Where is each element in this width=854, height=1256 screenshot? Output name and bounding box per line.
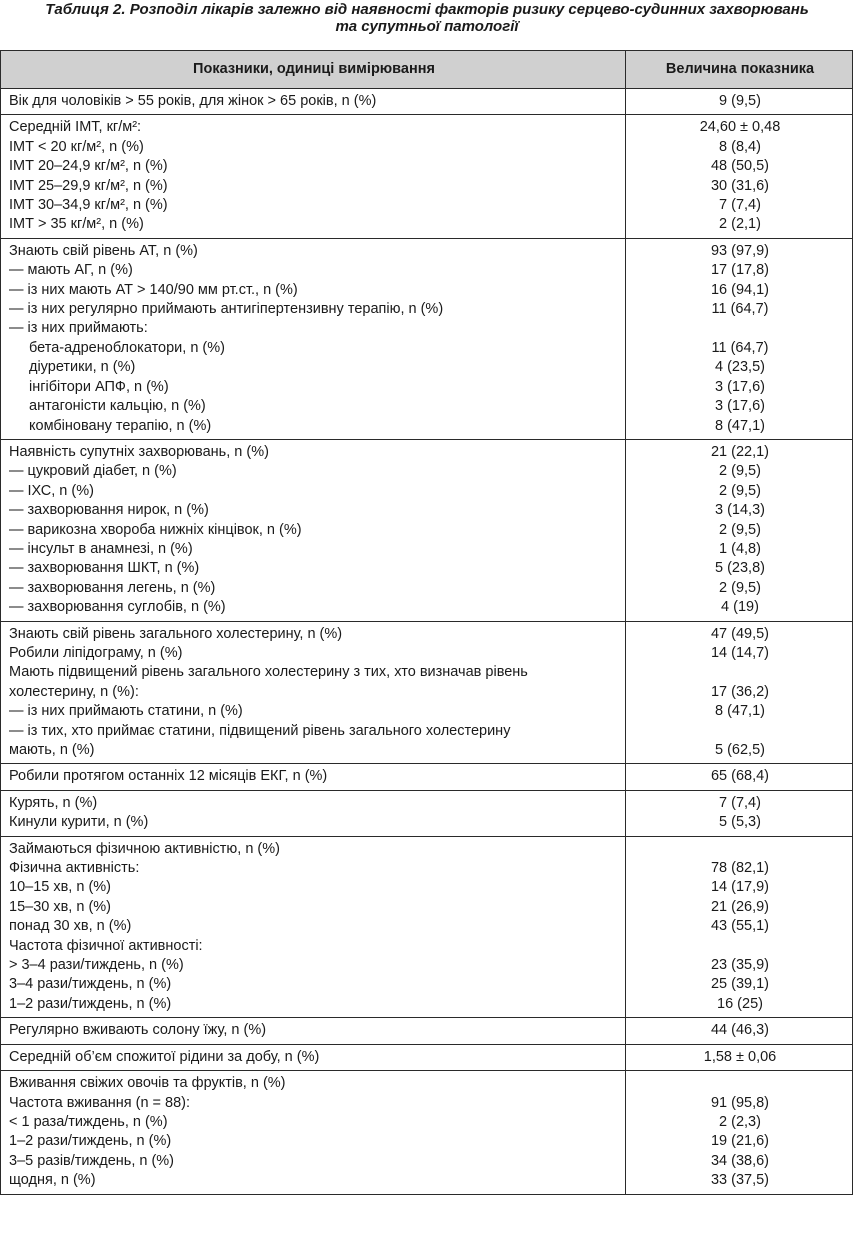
indicator-value: [634, 722, 846, 741]
header-indicators: Показники, одиниці вимірювання: [1, 51, 626, 89]
indicator-label: Регулярно вживають солону їжу, n (%): [9, 1022, 267, 1039]
indicator-value: 3 (14,3): [715, 502, 765, 519]
indicator-label: ІМТ 25–29,9 кг/м², n (%): [9, 177, 168, 194]
indicator-value: 21 (22,1): [710, 443, 770, 460]
indicator-value: 43 (55,1): [710, 918, 770, 935]
value-cell: [626, 621, 853, 764]
indicator-label: бета-адреноблокатори, n (%): [29, 339, 225, 356]
indicator-value: 33 (37,5): [710, 1172, 770, 1189]
indicator-label: Вживання свіжих овочів та фруктів, n (%): [9, 1075, 286, 1092]
indicator-label: Частота вживання (n = 88):: [9, 1094, 191, 1111]
indicator-value: 16 (25): [717, 995, 763, 1012]
indicator-cell: [1, 764, 626, 790]
indicator-value: 4 (19): [721, 599, 759, 616]
table-row: [1, 1071, 853, 1194]
indicator-label: Кинули курити, n (%): [9, 814, 149, 831]
indicator-value: 1 (4,8): [719, 540, 761, 557]
indicator-label: 1–2 рази/тиждень, n (%): [9, 1133, 172, 1150]
value-cell: [626, 439, 853, 621]
caption-line-1: Таблиця 2. Розподіл лікарів залежно від наявності факторів ризику серцево-судинних захворювань: [45, 1, 809, 18]
indicator-label: — ІХС, n (%): [9, 482, 94, 499]
indicator-label: Частота фізичної активності:: [9, 937, 203, 954]
indicator-cell: [1, 790, 626, 836]
indicator-label: ІМТ 20–24,9 кг/м², n (%): [9, 158, 168, 175]
indicator-label: — із них регулярно приймають антигіпертензивну терапію, n (%): [9, 301, 444, 318]
indicator-label: Наявність супутніх захворювань, n (%): [9, 443, 269, 460]
indicator-label: Фізична активність:: [9, 860, 140, 877]
indicator-value: [634, 663, 846, 682]
indicator-cell: [1, 1071, 626, 1194]
indicator-label: — із тих, хто приймає статини, підвищений рівень загального холестерину: [9, 722, 511, 739]
indicator-label: — із них приймають:: [9, 320, 148, 337]
indicator-value: 4 (23,5): [715, 359, 765, 376]
indicator-value: 91 (95,8): [710, 1094, 770, 1111]
indicator-label: 15–30 хв, n (%): [9, 898, 112, 915]
indicator-value: 19 (21,6): [710, 1133, 770, 1150]
indicator-label: ІМТ > 35 кг/м², n (%): [9, 216, 144, 233]
value-cell: [626, 764, 853, 790]
indicator-label: — захворювання ШКТ, n (%): [9, 560, 200, 577]
indicator-cell: [1, 621, 626, 764]
table-row: [1, 621, 853, 764]
indicator-label: — варикозна хвороба нижніх кінцівок, n (%): [9, 521, 302, 538]
indicator-label: інгібітори АПФ, n (%): [29, 378, 169, 395]
indicator-value: 5 (62,5): [715, 742, 765, 758]
indicator-value: 24,60 ± 0,48: [699, 119, 781, 136]
indicator-value: 2 (2,1): [719, 216, 761, 233]
indicator-value: 11 (64,7): [711, 301, 769, 318]
indicator-value: 7 (7,4): [719, 197, 761, 214]
table-body: [1, 89, 853, 1195]
indicator-value: 5 (5,3): [719, 814, 761, 831]
table-row: [1, 764, 853, 790]
indicator-label: > 3–4 рази/тиждень, n (%): [9, 957, 184, 974]
value-cell: [626, 790, 853, 836]
indicator-value: 3 (17,6): [715, 378, 765, 395]
indicator-label: 10–15 хв, n (%): [9, 879, 112, 896]
indicator-value: 78 (82,1): [710, 860, 770, 877]
value-cell: [626, 1018, 853, 1044]
indicator-value: 17 (36,2): [710, 683, 770, 700]
indicator-label: — інсульт в анамнезі, n (%): [9, 540, 193, 557]
indicator-label: — із них приймають статини, n (%): [9, 703, 243, 720]
indicator-label: 3–4 рази/тиждень, n (%): [9, 976, 172, 993]
risk-factors-table: [0, 50, 853, 1195]
value-cell: [626, 89, 853, 115]
indicator-value: 2 (9,5): [719, 521, 761, 538]
indicator-value: 3 (17,6): [715, 398, 765, 415]
table-header-row: [1, 51, 853, 89]
indicator-value: 8 (47,1): [715, 417, 765, 434]
table-row: [1, 439, 853, 621]
indicator-label: — захворювання легень, n (%): [9, 579, 216, 596]
indicator-label: — захворювання нирок, n (%): [9, 502, 209, 519]
indicator-value: 14 (17,9): [710, 879, 770, 896]
indicator-label: ІМТ < 20 кг/м², n (%): [9, 138, 144, 155]
indicator-value: 9 (9,5): [719, 93, 761, 109]
indicator-cell: [1, 439, 626, 621]
indicator-label: — цукровий діабет, n (%): [9, 463, 177, 480]
table-row: [1, 89, 853, 115]
header-value: Величина показника: [626, 51, 853, 89]
indicator-value: 48 (50,5): [710, 158, 770, 175]
table-row: [1, 790, 853, 836]
indicator-label: 1–2 рази/тиждень, n (%): [9, 995, 172, 1012]
indicator-cell: [1, 238, 626, 439]
value-cell: [626, 1071, 853, 1194]
indicator-value: 21 (26,9): [710, 898, 770, 915]
indicator-label: Знають свій рівень загального холестерину, n (%): [9, 625, 343, 642]
indicator-value: 93 (97,9): [710, 242, 770, 259]
indicator-label: ІМТ 30–34,9 кг/м², n (%): [9, 197, 168, 214]
indicator-label: — мають АГ, n (%): [9, 262, 133, 279]
value-cell: [626, 1044, 853, 1070]
indicator-label: — захворювання суглобів, n (%): [9, 599, 226, 616]
indicator-value: 17 (17,8): [710, 262, 770, 279]
indicator-value: 23 (35,9): [710, 957, 770, 974]
table-row: [1, 836, 853, 1018]
indicator-label: понад 30 хв, n (%): [9, 918, 132, 935]
indicator-value: 2 (9,5): [719, 463, 761, 480]
indicator-label: < 1 раза/тиждень, n (%): [9, 1113, 168, 1130]
indicator-label: Робили протягом останніх 12 місяців ЕКГ, n (%): [9, 768, 328, 785]
indicator-label: Знають свій рівень АТ, n (%): [9, 242, 198, 259]
value-cell: [626, 836, 853, 1018]
indicator-value: 44 (46,3): [710, 1022, 770, 1039]
indicator-cell: [1, 115, 626, 238]
indicator-value: 25 (39,1): [710, 976, 770, 993]
indicator-label: Робили ліпідограму, n (%): [9, 644, 183, 661]
table-row: [1, 1018, 853, 1044]
indicator-value: 14 (14,7): [710, 644, 770, 661]
indicator-cell: [1, 836, 626, 1018]
indicator-label: Мають підвищений рівень загального холестерину з тих, хто визначав рівень: [9, 664, 528, 681]
indicator-cell: [1, 89, 626, 115]
indicator-value: [634, 937, 846, 956]
table-row: [1, 115, 853, 238]
indicator-value: 30 (31,6): [710, 177, 770, 194]
value-cell: [626, 115, 853, 238]
indicator-value: 8 (47,1): [715, 703, 765, 720]
table-row: [1, 1044, 853, 1070]
indicator-value: 2 (9,5): [719, 482, 761, 499]
indicator-label: мають, n (%): [9, 742, 95, 758]
indicator-label: холестерину, n (%):: [9, 683, 139, 700]
indicator-value: [634, 1074, 846, 1093]
value-cell: [626, 238, 853, 439]
indicator-label: 3–5 разів/тиждень, n (%): [9, 1152, 175, 1169]
indicator-cell: [1, 1044, 626, 1070]
indicator-label: Середній ІМТ, кг/м²:: [9, 119, 142, 136]
indicator-label: Курять, n (%): [9, 794, 98, 811]
indicator-value: 16 (94,1): [710, 281, 770, 298]
indicator-value: 8 (8,4): [719, 138, 761, 155]
indicator-value: 2 (9,5): [719, 579, 761, 596]
indicator-value: [634, 840, 846, 859]
indicator-value: 65 (68,4): [710, 768, 770, 785]
indicator-value: 47 (49,5): [710, 625, 770, 642]
indicator-label: антагоністи кальцію, n (%): [29, 398, 206, 415]
indicator-label: Вік для чоловіків > 55 років, для жінок > 65 років, n (%): [9, 93, 377, 109]
table-caption: [0, 1, 854, 35]
indicator-label: діуретики, n (%): [29, 359, 136, 376]
indicator-cell: [1, 1018, 626, 1044]
indicator-value: [634, 319, 846, 338]
indicator-value: 34 (38,6): [710, 1152, 770, 1169]
indicator-value: 2 (2,3): [719, 1113, 761, 1130]
table-row: [1, 238, 853, 439]
caption-line-2: та супутньої патології: [335, 18, 519, 35]
indicator-label: — із них мають АТ > 140/90 мм рт.ст., n (%): [9, 281, 298, 298]
indicator-value: 5 (23,8): [715, 560, 765, 577]
indicator-value: 1,58 ± 0,06: [703, 1048, 777, 1065]
indicator-label: комбіновану терапію, n (%): [29, 417, 212, 434]
indicator-value: 11 (64,7): [711, 339, 769, 356]
indicator-value: 7 (7,4): [719, 794, 761, 811]
indicator-label: Займаються фізичною активністю, n (%): [9, 840, 280, 857]
indicator-label: щодня, n (%): [9, 1172, 96, 1189]
indicator-label: Середній об’єм спожитої рідини за добу, n (%): [9, 1048, 320, 1065]
